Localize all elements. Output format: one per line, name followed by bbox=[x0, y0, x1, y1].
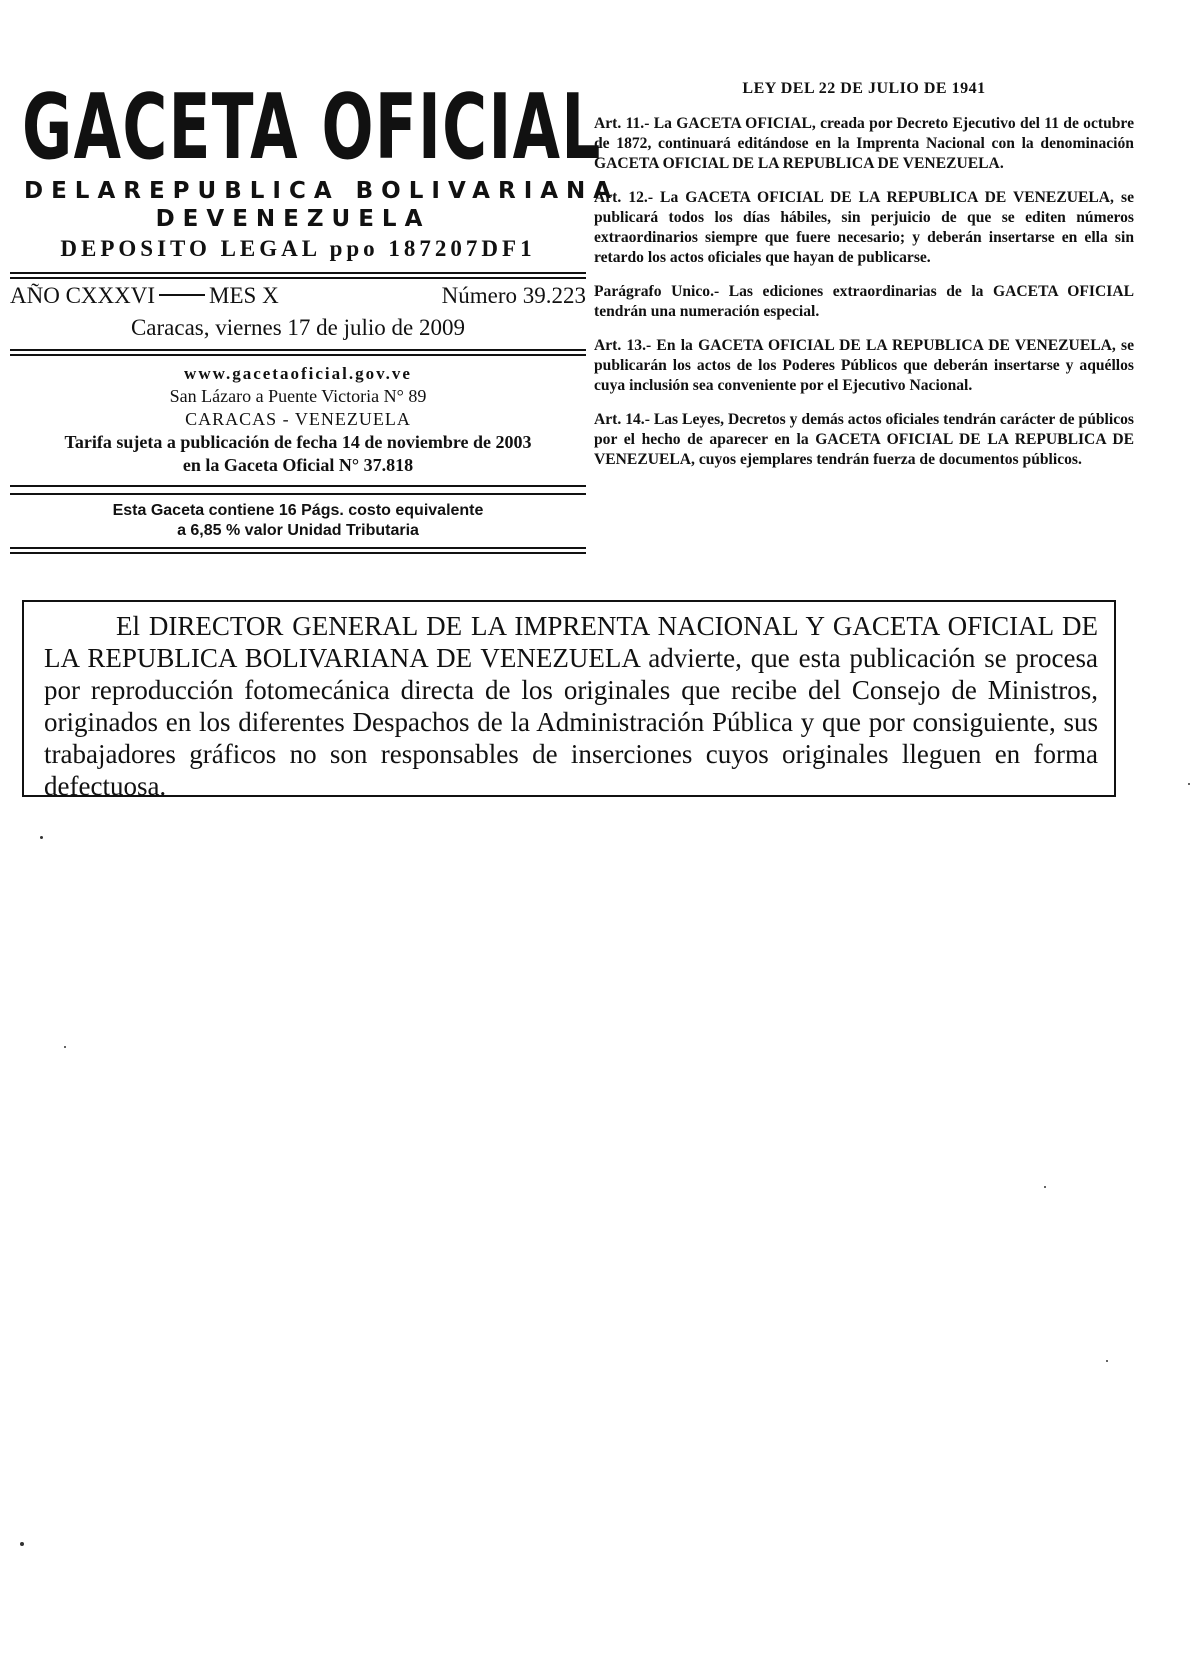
rule-double bbox=[10, 349, 586, 356]
article-11: Art. 11.- La GACETA OFICIAL, creada por Decreto Ejecutivo del 11 de octubre de 1872, continuará editándose en la Imprenta Nacional con la denominación GACETA OFICIAL DE LA REPUBLICA DE VENEZUELA. bbox=[594, 115, 1134, 172]
masthead-subtitle-2: DEVENEZUELA bbox=[155, 206, 431, 232]
rule-double bbox=[10, 547, 586, 554]
scan-speck bbox=[20, 1542, 24, 1546]
website: www.gacetaoficial.gov.ve bbox=[184, 364, 412, 383]
scan-speck bbox=[64, 1046, 66, 1048]
scan-speck bbox=[1106, 1360, 1108, 1362]
article-14: Art. 14.- Las Leyes, Decretos y demás actos oficiales tendrán carácter de públicos por el hecho de aparecer en la GACETA OFICIAL DE LA REPUBLICA DE VENEZUELA, cuyos ejemplares tendrán fuerza de documentos públicos. bbox=[594, 411, 1134, 468]
issue-row bbox=[10, 283, 586, 309]
scan-speck bbox=[40, 836, 43, 839]
article-13: Art. 13.- En la GACETA OFICIAL DE LA REPUBLICA DE VENEZUELA, se publicarán los actos de los Poderes Públicos que deberán insertarse y aquéllos cuya inclusión sea conveniente por el Ejecutivo Nacional. bbox=[594, 337, 1134, 394]
publisher-info bbox=[10, 362, 586, 477]
scan-speck bbox=[1044, 1186, 1046, 1188]
masthead-title: GACETA OFICIAL bbox=[22, 75, 602, 180]
dash-rule bbox=[159, 294, 205, 296]
issue-date: Caracas, viernes 17 de julio de 2009 bbox=[130, 315, 466, 340]
article-12: Art. 12.- La GACETA OFICIAL DE LA REPUBLICA DE VENEZUELA, se publicará todos los días hábiles, sin perjuicio de que se editen números extraordinarios siempre que fuere necesario; y deberán insertarse en ella sin retardo los actos oficiales que hayan de publicarse. bbox=[594, 189, 1134, 266]
issue-year: AÑO CXXXVI bbox=[10, 283, 156, 308]
issue-number: Número 39.223 bbox=[441, 283, 586, 308]
paragrafo-unico: Parágrafo Unico.- Las ediciones extraordinarias de la GACETA OFICIAL tendrán una numeración especial. bbox=[594, 283, 1134, 320]
issue-month: MES X bbox=[209, 283, 279, 308]
tarifa-line-2: en la Gaceta Oficial N° 37.818 bbox=[182, 455, 414, 475]
city: CARACAS - VENEZUELA bbox=[185, 409, 411, 429]
scan-speck bbox=[1188, 783, 1190, 785]
rule-double bbox=[10, 272, 586, 279]
address: San Lázaro a Puente Victoria N° 89 bbox=[169, 386, 427, 406]
masthead bbox=[10, 75, 620, 554]
contents-line-1: Esta Gaceta contiene 16 Págs. costo equivalente bbox=[112, 502, 484, 519]
law-column bbox=[594, 80, 1134, 470]
law-heading: LEY DEL 22 DE JULIO DE 1941 bbox=[742, 80, 986, 97]
contents-note bbox=[10, 501, 586, 541]
contents-line-2: a 6,85 % valor Unidad Tributaria bbox=[177, 522, 419, 539]
notice-text: El DIRECTOR GENERAL DE LA IMPRENTA NACIONAL Y GACETA OFICIAL DE LA REPUBLICA BOLIVARIANA DE VENEZUELA advierte, que esta publicación se procesa por reproducción fotomecánica directa de los originales que recibe del Consejo de Ministros, originados en los diferentes Despachos de la Administración Pública y que por consiguiente, sus trabajadores gráficos no son responsables de inserciones cuyos originales lleguen en forma defectuosa. bbox=[44, 611, 1098, 801]
masthead-subtitle-1: DELAREPUBLICA BOLIVARIANA bbox=[24, 178, 620, 204]
deposito-legal: DEPOSITO LEGAL ppo 187207DF1 bbox=[60, 236, 536, 261]
tarifa-line-1: Tarifa sujeta a publicación de fecha 14 de noviembre de 2003 bbox=[64, 432, 532, 452]
director-notice bbox=[22, 600, 1116, 801]
